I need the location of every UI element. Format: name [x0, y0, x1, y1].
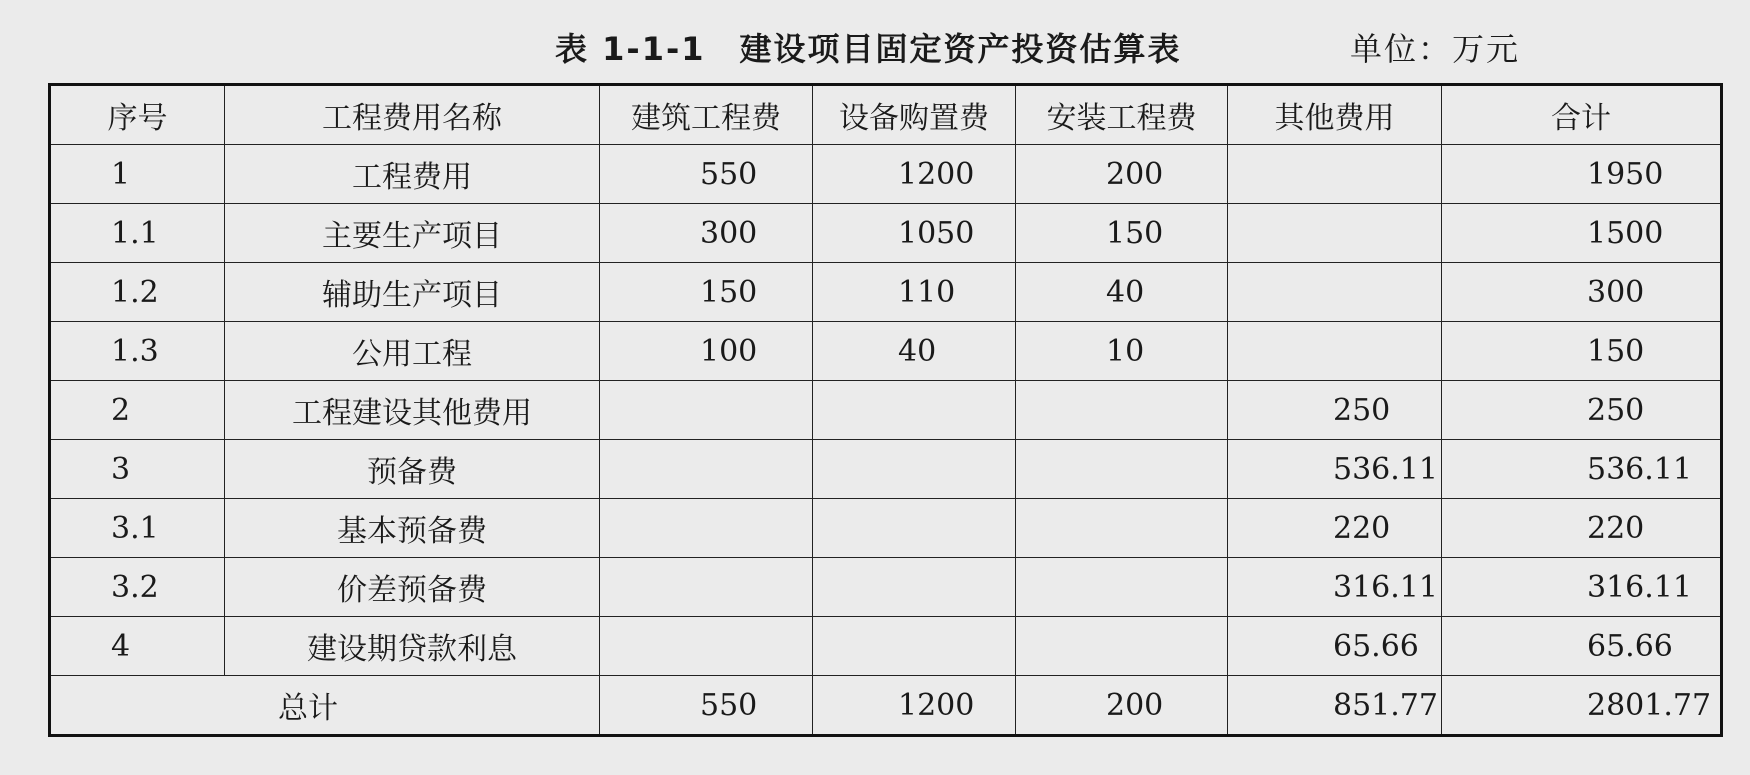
- cell-seq: 4: [50, 617, 225, 676]
- table-row: [50, 145, 1722, 204]
- cell-building: 150: [600, 263, 813, 322]
- header-name: 工程费用名称: [225, 85, 600, 145]
- cell-total: 536.11: [1442, 440, 1722, 499]
- table-title: 表 1-1-1 建设项目固定资产投资估算表: [555, 30, 1182, 68]
- cell-equipment: [813, 558, 1016, 617]
- cell-seq: 1.1: [50, 204, 225, 263]
- header-building: 建筑工程费: [600, 85, 813, 145]
- header-seq: 序号: [50, 85, 225, 145]
- cell-name: 辅助生产项目: [225, 263, 600, 322]
- table-row: [50, 499, 1722, 558]
- table-row: [50, 263, 1722, 322]
- header-installation: 安装工程费: [1016, 85, 1228, 145]
- cell-other: [1228, 322, 1442, 381]
- table-row: [50, 322, 1722, 381]
- cell-building: [600, 617, 813, 676]
- cell-other: 65.66: [1228, 617, 1442, 676]
- cell-equipment: [813, 381, 1016, 440]
- cell-equipment: 110: [813, 263, 1016, 322]
- cell-installation: 40: [1016, 263, 1228, 322]
- cell-equipment: 1200: [813, 145, 1016, 204]
- cell-name: 建设期贷款利息: [225, 617, 600, 676]
- table-row: [50, 617, 1722, 676]
- cell-equipment: 1050: [813, 204, 1016, 263]
- header-other: 其他费用: [1228, 85, 1442, 145]
- cell-equipment: [813, 440, 1016, 499]
- cell-seq: 2: [50, 381, 225, 440]
- cell-building: [600, 440, 813, 499]
- header-total: 合计: [1442, 85, 1722, 145]
- total-other: 851.77: [1228, 676, 1442, 736]
- cell-total: 65.66: [1442, 617, 1722, 676]
- cell-building: 100: [600, 322, 813, 381]
- table-row: [50, 558, 1722, 617]
- cell-other: 536.11: [1228, 440, 1442, 499]
- cell-name: 工程建设其他费用: [225, 381, 600, 440]
- cell-other: [1228, 145, 1442, 204]
- cell-installation: [1016, 440, 1228, 499]
- cell-installation: 150: [1016, 204, 1228, 263]
- cell-installation: 10: [1016, 322, 1228, 381]
- cell-total: 1950: [1442, 145, 1722, 204]
- cell-seq: 1: [50, 145, 225, 204]
- cell-equipment: 40: [813, 322, 1016, 381]
- cell-seq: 3.2: [50, 558, 225, 617]
- cell-equipment: [813, 499, 1016, 558]
- cell-total: 316.11: [1442, 558, 1722, 617]
- cell-building: [600, 381, 813, 440]
- cell-total: 150: [1442, 322, 1722, 381]
- cell-other: 316.11: [1228, 558, 1442, 617]
- cell-other: [1228, 263, 1442, 322]
- unit-label: 单位：万元: [1350, 30, 1521, 68]
- cell-seq: 3: [50, 440, 225, 499]
- total-sum: 2801.77: [1442, 676, 1722, 736]
- cell-other: 220: [1228, 499, 1442, 558]
- total-installation: 200: [1016, 676, 1228, 736]
- cell-installation: [1016, 558, 1228, 617]
- cell-name: 主要生产项目: [225, 204, 600, 263]
- cell-installation: [1016, 617, 1228, 676]
- total-equipment: 1200: [813, 676, 1016, 736]
- cell-name: 公用工程: [225, 322, 600, 381]
- cell-building: [600, 558, 813, 617]
- cell-building: 550: [600, 145, 813, 204]
- cell-installation: 200: [1016, 145, 1228, 204]
- cell-seq: 1.2: [50, 263, 225, 322]
- cost-estimate-table: [48, 83, 1723, 737]
- total-building: 550: [600, 676, 813, 736]
- cell-installation: [1016, 499, 1228, 558]
- cell-equipment: [813, 617, 1016, 676]
- cell-building: 300: [600, 204, 813, 263]
- cell-name: 预备费: [225, 440, 600, 499]
- table-row: [50, 204, 1722, 263]
- cell-total: 1500: [1442, 204, 1722, 263]
- total-row: [50, 676, 1722, 736]
- cell-name: 基本预备费: [225, 499, 600, 558]
- table-caption: [0, 18, 1750, 78]
- cell-seq: 3.1: [50, 499, 225, 558]
- cell-other: [1228, 204, 1442, 263]
- cell-total: 250: [1442, 381, 1722, 440]
- cell-total: 300: [1442, 263, 1722, 322]
- cell-other: 250: [1228, 381, 1442, 440]
- cell-building: [600, 499, 813, 558]
- header-row: [50, 85, 1722, 145]
- total-label: 总计: [50, 676, 600, 736]
- cell-seq: 1.3: [50, 322, 225, 381]
- table-row: [50, 381, 1722, 440]
- table-row: [50, 440, 1722, 499]
- header-equipment: 设备购置费: [813, 85, 1016, 145]
- cell-name: 价差预备费: [225, 558, 600, 617]
- cell-installation: [1016, 381, 1228, 440]
- cell-total: 220: [1442, 499, 1722, 558]
- cell-name: 工程费用: [225, 145, 600, 204]
